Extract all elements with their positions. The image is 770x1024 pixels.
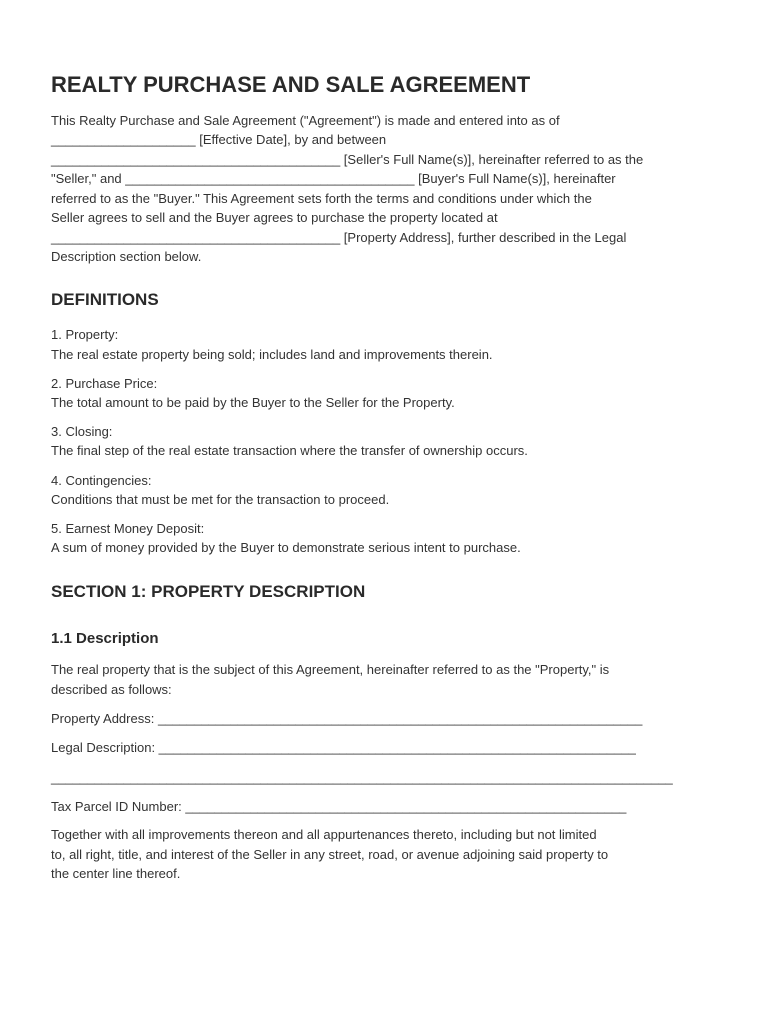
intro-line: ________________________________________ [Seller's Full Name(s)], hereinafter referred to as the [51, 152, 644, 167]
definition-text: The real estate property being sold; includes land and improvements therein. [51, 347, 493, 362]
closing-line: Together with all improvements thereon and all appurtenances thereto, including but not limited [51, 827, 597, 842]
intro-line: ____________________ [Effective Date], by and between [51, 132, 387, 147]
closing-line: to, all right, title, and interest of the Seller in any street, road, or avenue adjoining said property to [51, 847, 609, 862]
definitions-heading: DEFINITIONS [51, 290, 159, 309]
definition-term: 4. Contingencies: [51, 473, 152, 488]
section1-heading: SECTION 1: PROPERTY DESCRIPTION [51, 582, 366, 601]
definition-text: A sum of money provided by the Buyer to demonstrate serious intent to purchase. [51, 540, 521, 555]
definition-term: 5. Earnest Money Deposit: [51, 521, 205, 536]
tax-parcel-id-field: Tax Parcel ID Number: _____________________________________________________________ [51, 799, 627, 814]
legal-description-field: Legal Description: __________________________________________________________________ [51, 740, 636, 755]
intro-line: ________________________________________ [Property Address], further described in the Legal [51, 230, 627, 245]
document-title: REALTY PURCHASE AND SALE AGREEMENT [51, 72, 531, 97]
section1-subheading: 1.1 Description [51, 630, 159, 647]
intro-line: "Seller," and ________________________________________ [Buyer's Full Name(s)], hereinafter [51, 171, 616, 186]
intro-line: referred to as the "Buyer." This Agreement sets forth the terms and conditions under which the [51, 191, 592, 206]
property-address-field: Property Address: ___________________________________________________________________ [51, 711, 643, 726]
legal-description-continued-field: ______________________________________________________________________________________ [51, 770, 673, 785]
description-line: The real property that is the subject of this Agreement, hereinafter referred to as the "Property," is [51, 662, 610, 677]
intro-line: Seller agrees to sell and the Buyer agrees to purchase the property located at [51, 210, 498, 225]
intro-line: Description section below. [51, 249, 202, 264]
definition-text: The final step of the real estate transaction where the transfer of ownership occurs. [51, 443, 528, 458]
description-line: described as follows: [51, 682, 172, 697]
definition-term: 3. Closing: [51, 424, 113, 439]
definition-text: The total amount to be paid by the Buyer to the Seller for the Property. [51, 395, 455, 410]
definition-term: 1. Property: [51, 327, 119, 342]
definition-term: 2. Purchase Price: [51, 376, 158, 391]
intro-line: This Realty Purchase and Sale Agreement ("Agreement") is made and entered into as of [51, 113, 560, 128]
closing-line: the center line thereof. [51, 866, 181, 881]
definition-text: Conditions that must be met for the transaction to proceed. [51, 492, 390, 507]
